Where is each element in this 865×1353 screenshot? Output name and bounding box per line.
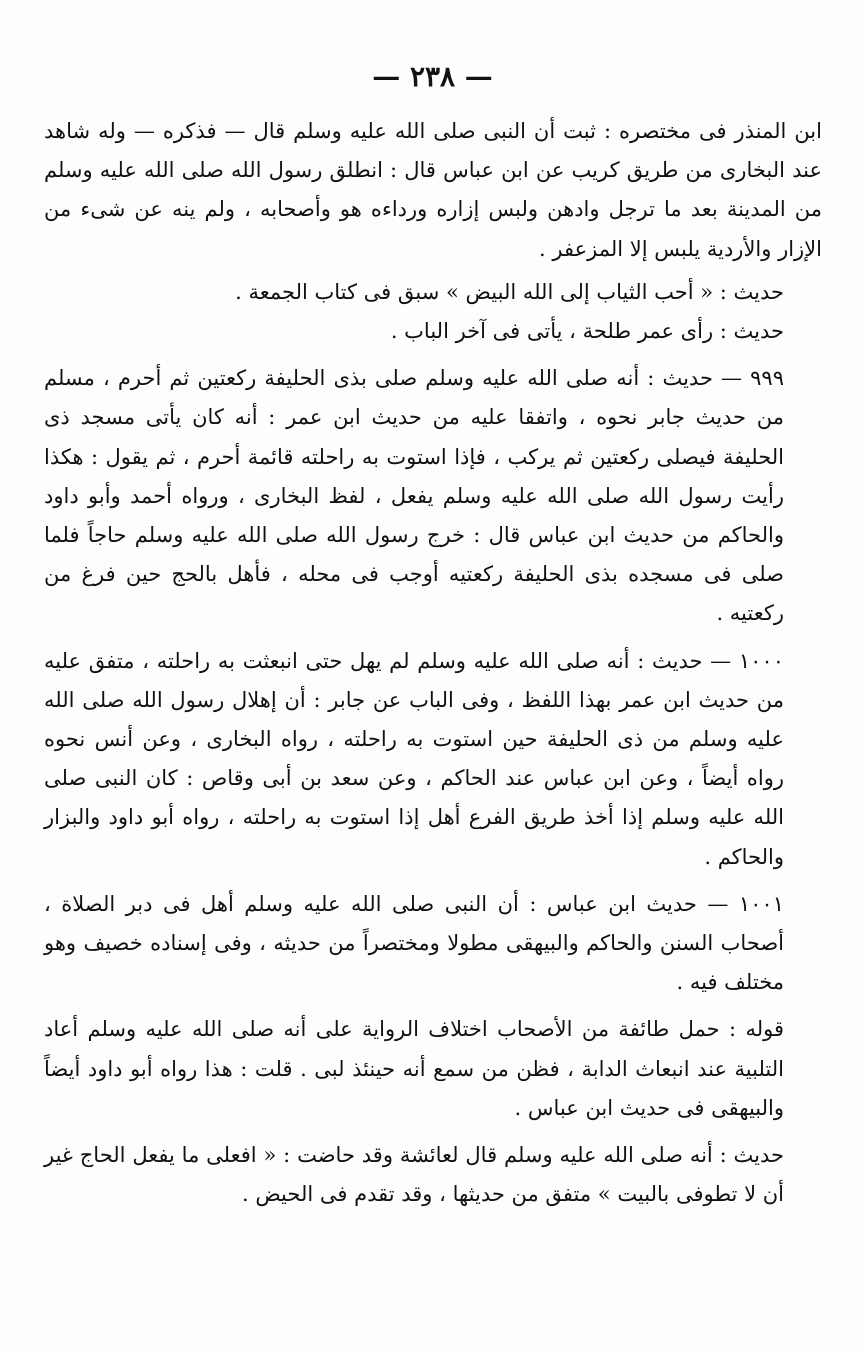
paragraph-umar-talha: حديث : رأى عمر طلحة ، يأتى فى آخر الباب . (390, 319, 784, 344)
text-body (44, 112, 822, 1214)
paragraph-hadith-1001: ١٠٠١ — حديث ابن عباس : أن النبى صلى الله عليه وسلم أهل فى دبر الصلاة ، أصحاب السنن والحاكم والبيهقى مطولا ومختصراً من حديثه ، وفى إسناده خصيف وهو مختلف فيه . (44, 891, 784, 995)
paragraph-qawluhu: قوله : حمل طائفة من الأصحاب اختلاف الرواية على أنه صلى الله عليه وسلم أعاد التلبية عند انبعاث الدابة ، فظن من سمع أنه حينئذ لبى . قلت : هذا رواه أبو داود أيضاً والبيهقى فى حديث ابن عباس . (44, 1017, 784, 1120)
paragraph-hadith-1000: ١٠٠٠ — حديث : أنه صلى الله عليه وسلم لم يهل حتى انبعثت به راحلته ، متفق عليه من حديث ابن عمر بهذا اللفظ ، وفى الباب عن جابر : أن إهلال رسول الله صلى الله عليه وسلم من ذى الحليفة حين استوت به راحلته ، رواه البخارى ، وعن أنس نحوه رواه أيضاً ، وعن ابن عباس عند الحاكم ، وعن سعد بن أبى وقاص : كان النبى صلى الله عليه وسلم إذا أخذ طريق الفرع أهل إذا استوت به راحلته ، رواه أبو داود والبزار والحاكم . (44, 648, 784, 869)
page-number: — ٢٣٨ — (372, 60, 493, 93)
paragraph-ibn-almundhir: ابن المنذر فى مختصره : ثبت أن النبى صلى الله عليه وسلم قال — فذكره — وله شاهد عند البخارى من طريق كريب عن ابن عباس قال : انطلق رسول الله صلى الله عليه وسلم من المدينة بعد ما ترجل وادهن ولبس إزاره ورداءه هو وأصحابه ، ولم ينه عن شىء من الإزار والأردية يلبس إلا المزعفر . (44, 119, 822, 261)
paragraph-white-clothes: حديث : « أحب الثياب إلى الله البيض » سبق فى كتاب الجمعة . (235, 279, 784, 304)
paragraph-hadith-999: ٩٩٩ — حديث : أنه صلى الله عليه وسلم صلى بذى الحليفة ركعتين ثم أحرم ، مسلم من حديث جابر نحوه ، واتفقا عليه من حديث ابن عمر : أنه كان يأتى مسجد ذى الحليفة فيصلى ركعتين ثم يركب ، فإذا استوت به راحلته قائمة أحرم ، ثم يقول : هكذا رأيت رسول الله صلى الله عليه وسلم يفعل ، لفظ البخارى ، ورواه أحمد وأبو داود والحاكم من حديث ابن عباس قال : خرج رسول الله صلى الله عليه وسلم حاجاً فلما صلى فى مسجده بذى الحليفة ركعتيه أوجب فى محله ، فأهل بالحج حين فرغ من ركعتيه . (44, 366, 784, 626)
paragraph-aisha-hadith: حديث : أنه صلى الله عليه وسلم قال لعائشة وقد حاضت : « افعلى ما يفعل الحاج غير أن لا تطوفى بالبيت » متفق من حديثها ، وقد تقدم فى الحيض . (44, 1143, 784, 1207)
